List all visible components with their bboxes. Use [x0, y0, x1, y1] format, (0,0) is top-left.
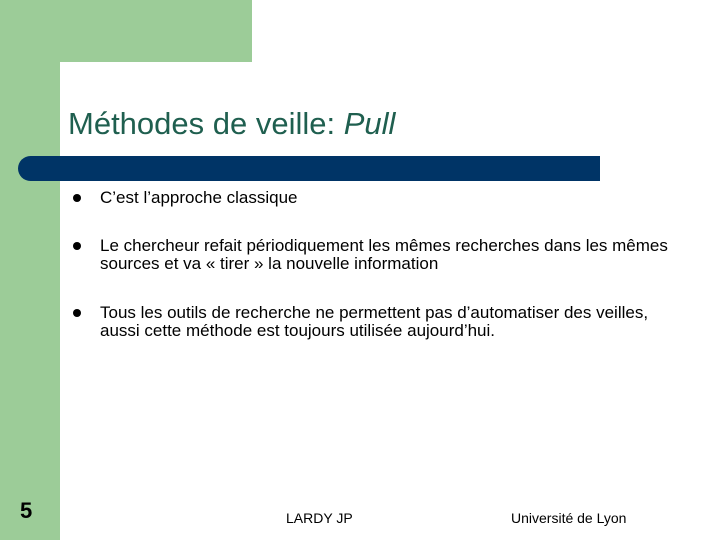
bullet-text: Le chercheur refait périodiquement les mêmes recherches dans les mêmes sources et va « tirer » la nouvelle information [100, 236, 668, 273]
left-accent-bar [0, 0, 60, 540]
bullet-dot-icon [73, 194, 81, 202]
footer-author: LARDY JP [286, 510, 353, 526]
slide-title-prefix: Méthodes de veille: [68, 106, 344, 141]
top-accent-bar [0, 0, 252, 62]
bullet-item [72, 189, 298, 207]
footer-organization: Université de Lyon [511, 510, 627, 526]
bullet-text: Tous les outils de recherche ne permettent pas d’automatiser des veilles, aussi cette méthode est toujours utilisée aujourd’hui. [100, 303, 649, 340]
bullet-dot-icon [73, 309, 81, 317]
title-underline-bar [18, 156, 600, 181]
slide-title-emphasis: Pull [343, 106, 396, 141]
slide-title [68, 106, 395, 142]
slide-number: 5 [20, 498, 33, 523]
bullet-text: C’est l’approche classique [100, 188, 298, 207]
bullet-item [72, 237, 692, 273]
bullet-item [72, 304, 692, 340]
bullet-dot-icon [73, 242, 81, 250]
